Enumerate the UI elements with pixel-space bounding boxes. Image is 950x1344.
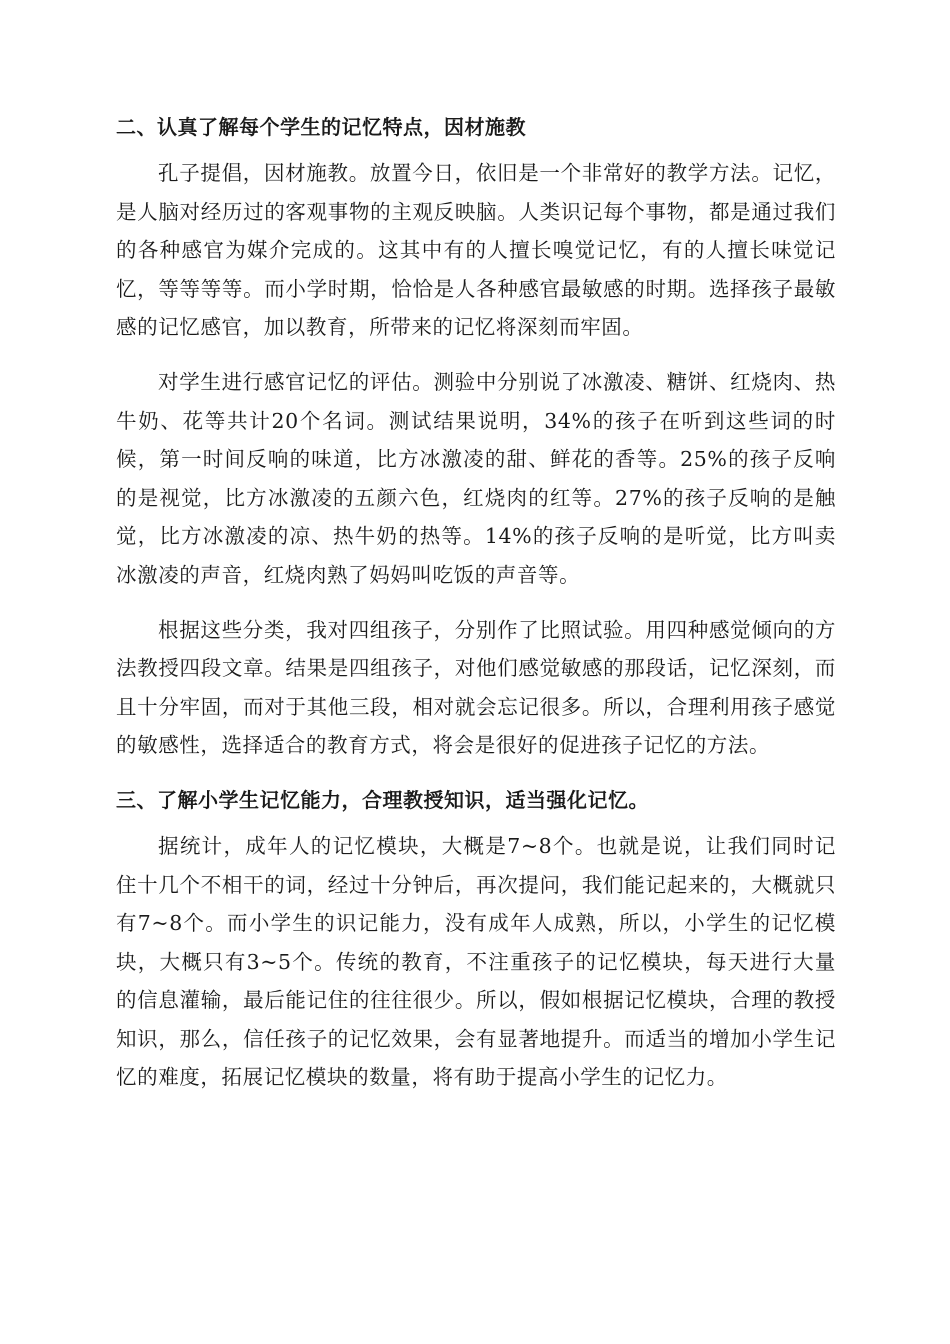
paragraph: 孔子提倡，因材施教。放置今日，依旧是一个非常好的教学方法。记忆，是人脑对经历过的客观事物的主观反映脑。人类识记每个事物，都是通过我们的各种感官为媒介完成的。这其中有的人擅长嗅觉记忆，有的人擅长味觉记忆，等等等等。而小学时期，恰恰是人各种感官最敏感的时期。选择孩子最敏感的记忆感官，加以教育，所带来的记忆将深刻而牢固。 [116, 161, 836, 340]
paragraph: 根据这些分类，我对四组孩子，分别作了比照试验。用四种感觉倾向的方法教授四段文章。结果是四组孩子，对他们感觉敏感的那段话，记忆深刻，而且十分牢固，而对于其他三段，相对就会忘记很多。所以，合理利用孩子感觉的敏感性，选择适合的教育方式，将会是很好的促进孩子记忆的方法。 [116, 617, 836, 758]
section-heading: 二、认真了解每个学生的记忆特点，因材施教 [116, 115, 526, 139]
paragraph: 据统计，成年人的记忆模块，大概是7~8个。也就是说，让我们同时记住十几个不相干的词，经过十分钟后，再次提问，我们能记起来的，大概就只有7~8个。而小学生的识记能力，没有成年人成熟，所以，小学生的记忆模块，大概只有3~5个。传统的教育，不注重孩子的记忆模块，每天进行大量的信息灌输，最后能记住的往往很少。所以，假如根据记忆模块，合理的教授知识，那么，信任孩子的记忆效果，会有显著地提升。而适当的增加小学生记忆的难度，拓展记忆模块的数量，将有助于提高小学生的记忆力。 [116, 833, 836, 1090]
document-body [116, 108, 836, 1113]
section-heading: 三、了解小学生记忆能力，合理教授知识，适当强化记忆。 [116, 787, 649, 812]
paragraph: 对学生进行感官记忆的评估。测验中分别说了冰激凌、糖饼、红烧肉、热牛奶、花等共计20个名词。测试结果说明，34%的孩子在听到这些词的时候，第一时间反响的味道，比方冰激凌的甜、鲜花的香等。25%的孩子反响的是视觉，比方冰激凌的五颜六色，红烧肉的红等。27%的孩子反响的是触觉，比方冰激凌的凉、热牛奶的热等。14%的孩子反响的是听觉，比方叫卖冰激凌的声音，红烧肉熟了妈妈叫吃饭的声音等。 [116, 369, 836, 587]
